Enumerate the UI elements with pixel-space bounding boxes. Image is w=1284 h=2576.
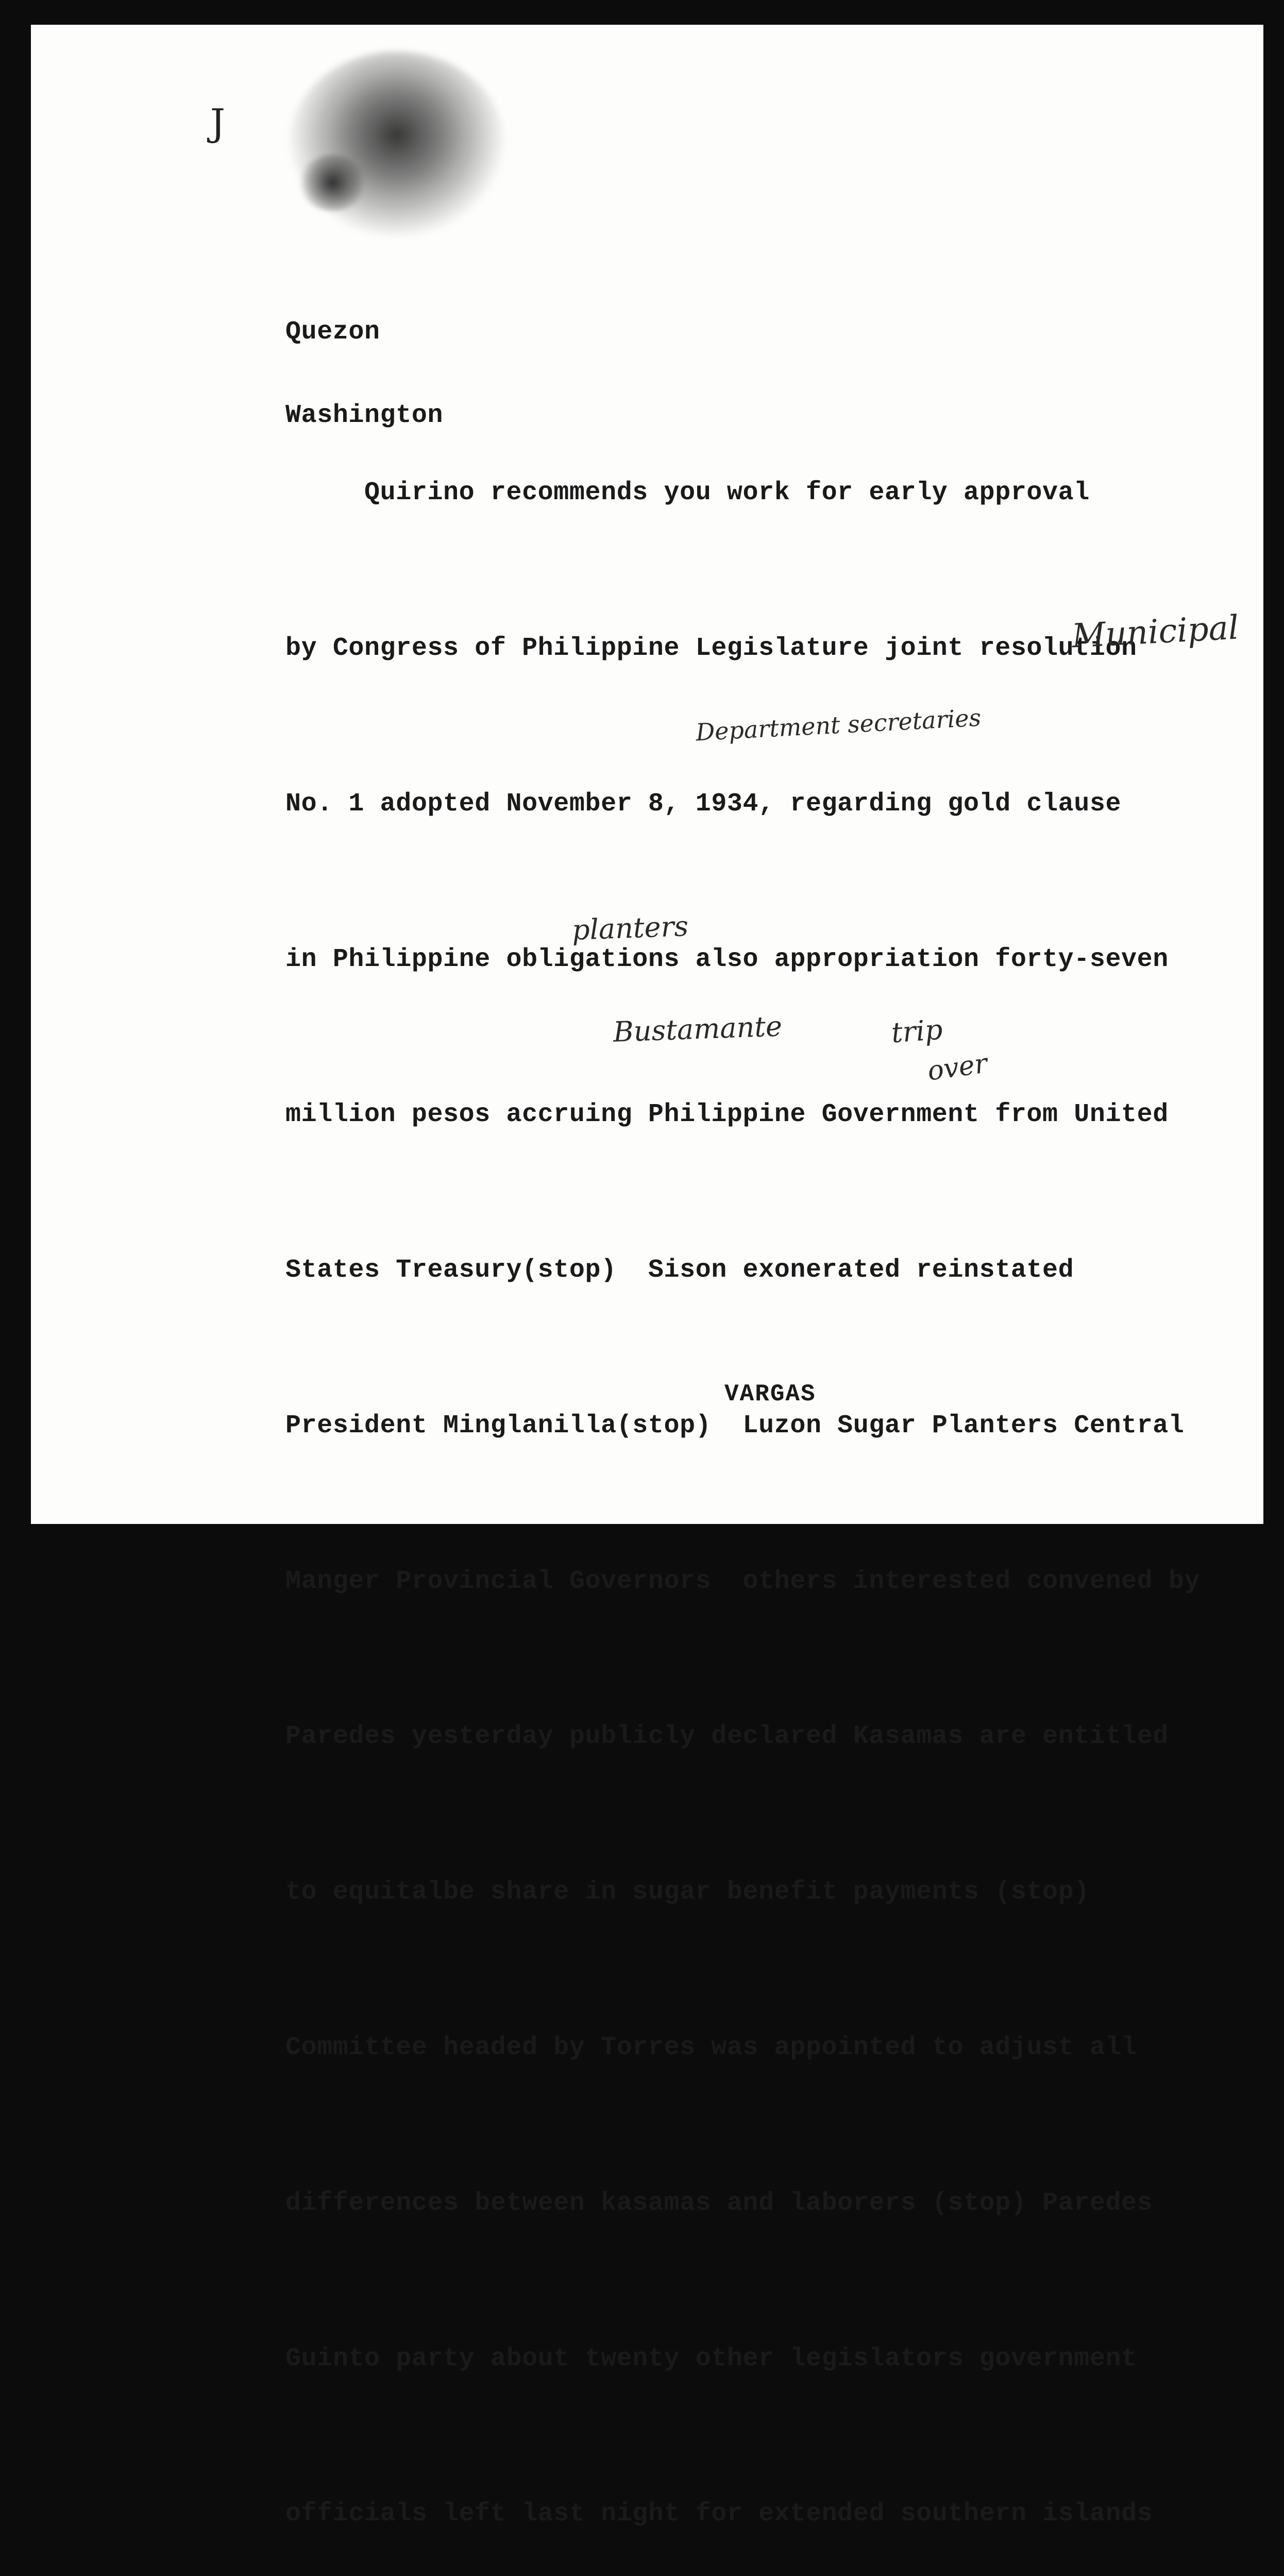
body-line: differences between kasamas and laborers (stop) Paredes <box>285 2188 1153 2218</box>
body-line: million pesos accruing Philippine Government from United <box>285 1100 1169 1130</box>
handwritten-bustamante: Bustamante <box>613 1010 783 1048</box>
handwritten-municipal: Municipal <box>1071 608 1240 656</box>
body-line: in Philippine obligations also appropriation forty-seven <box>285 944 1169 974</box>
ink-smudge-small <box>299 155 366 211</box>
body-line: to equitalbe share in sugar benefit payments (stop) <box>285 1877 1090 1907</box>
body-line: No. 1 adopted November 8, 1934, regarding gold clause <box>285 789 1122 819</box>
body-line: Quirino recommends you work for early approval <box>285 478 1090 508</box>
corner-handwritten-mark: J <box>210 101 225 144</box>
handwritten-department-secretaries: Department secretaries <box>695 703 982 747</box>
handwritten-planters: planters <box>571 910 689 946</box>
body-line: States Treasury(stop) Sison exonerated reinstated <box>285 1256 1074 1285</box>
body-line: President Minglanilla(stop) Luzon Sugar Planters Central <box>285 1411 1185 1440</box>
body-line: officials left last night for extended southern islands <box>285 2499 1153 2529</box>
handwritten-over: over <box>925 1048 989 1087</box>
body-line: Manger Provincial Governors others interested convened by <box>285 1566 1201 1596</box>
body-line: Guinto party about twenty other legislators government <box>285 2344 1137 2374</box>
handwritten-trip: trip <box>890 1013 944 1049</box>
signature: VARGAS <box>724 1381 816 1408</box>
body-line: Paredes yesterday publicly declared Kasamas are entitled <box>285 1722 1169 1752</box>
telegram-body <box>285 364 1200 2576</box>
address-name: Quezon <box>285 317 380 347</box>
body-line: by Congress of Philippine Legislature joint resolution <box>285 633 1137 663</box>
address-city: Washington <box>285 401 444 430</box>
body-line: Committee headed by Torres was appointed to adjust all <box>285 2033 1137 2062</box>
